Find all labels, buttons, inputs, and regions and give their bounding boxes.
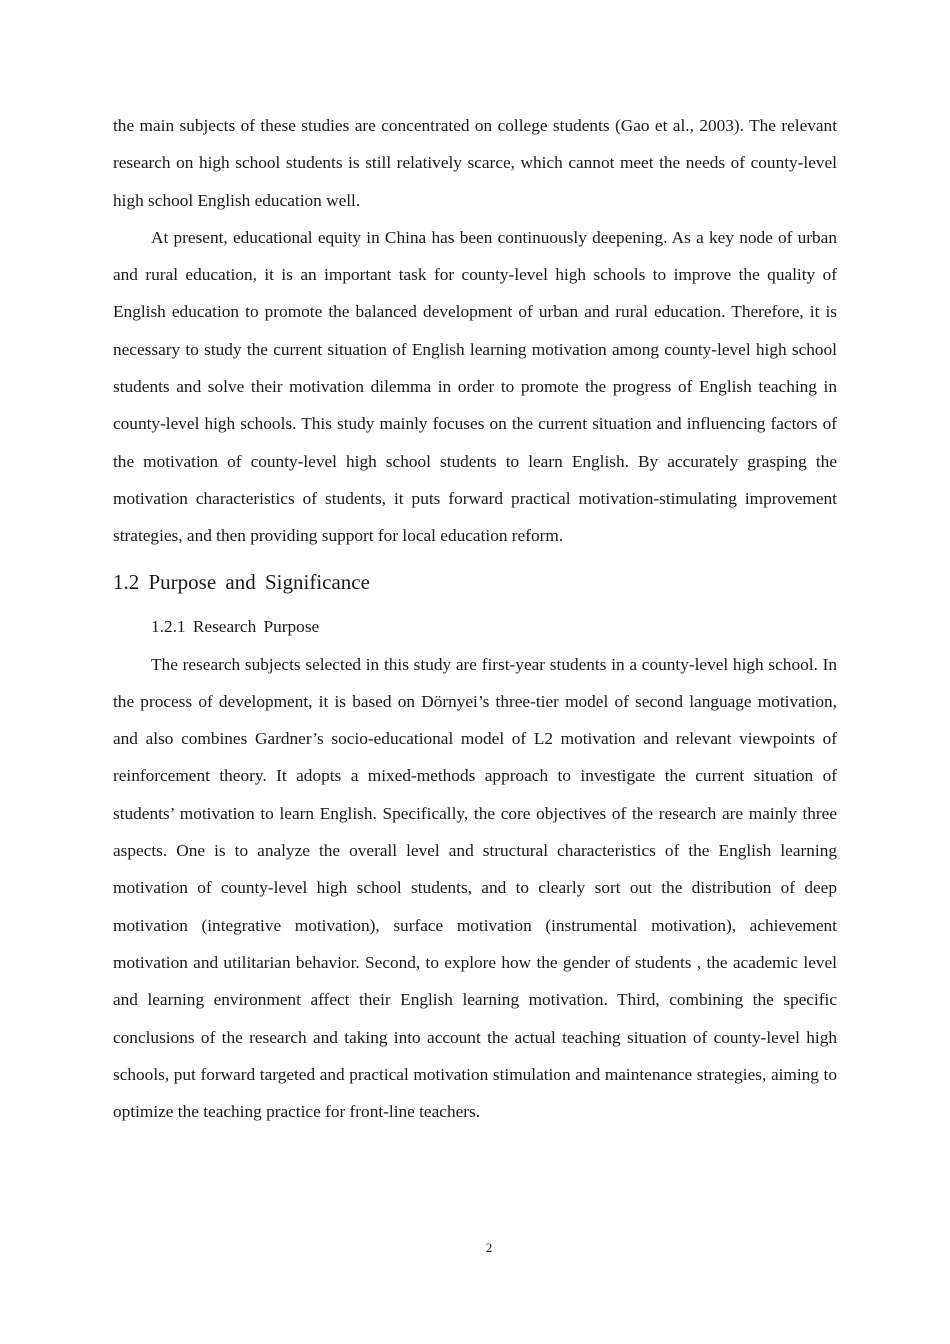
section-heading: 1.2 Purpose and Significance	[113, 569, 370, 594]
body-paragraph-research-purpose: The research subjects selected in this study are first-year students in a county-level high school. In the process of development, it is based on Dörnyei’s three-tier model of second language motivation, and also combines Gardner’s socio-educational model of L2 motivation and relevant viewpoints of reinforcement theory. It adopts a mixed-methods approach to investigate the current situation of students’ motivation to learn English. Specifically, the core objectives of the research are mainly three aspects. One is to analyze the overall level and structural characteristics of the English learning motivation of county-level high school students, and to clearly sort out the distribution of deep motivation (integrative motivation), surface motivation (instrumental motivation), achievement motivation and utilitarian behavior. Second, to explore how the gender of students , the academic level and learning environment affect their English learning motivation. Third, combining the specific conclusions of the research and taking into account the actual teaching situation of county-level high schools, put forward targeted and practical motivation stimulation and maintenance strategies, aiming to optimize the teaching practice for front-line teachers.	[113, 654, 837, 1122]
body-paragraph-continued: the main subjects of these studies are concentrated on college students (Gao et al., 2003). The relevant research on high school students is still relatively scarce, which cannot meet the needs of county-level high school English education well.	[113, 116, 837, 210]
page-number: 2	[485, 1240, 493, 1255]
subsection-heading: 1.2.1 Research Purpose	[151, 616, 320, 636]
body-paragraph-educational-equity: At present, educational equity in China has been continuously deepening. As a key node of urban and rural education, it is an important task for county-level high schools to improve the quality of English education to promote the balanced development of urban and rural education. Therefore, it is necessary to study the current situation of English learning motivation among county-level high school students and solve their motivation dilemma in order to promote the progress of English teaching in county-level high schools. This study mainly focuses on the current situation and influencing factors of the motivation of county-level high school students to learn English. By accurately grasping the motivation characteristics of students, it puts forward practical motivation-stimulating improvement strategies, and then providing support for local education reform.	[113, 227, 837, 546]
document-page	[113, 107, 837, 1130]
